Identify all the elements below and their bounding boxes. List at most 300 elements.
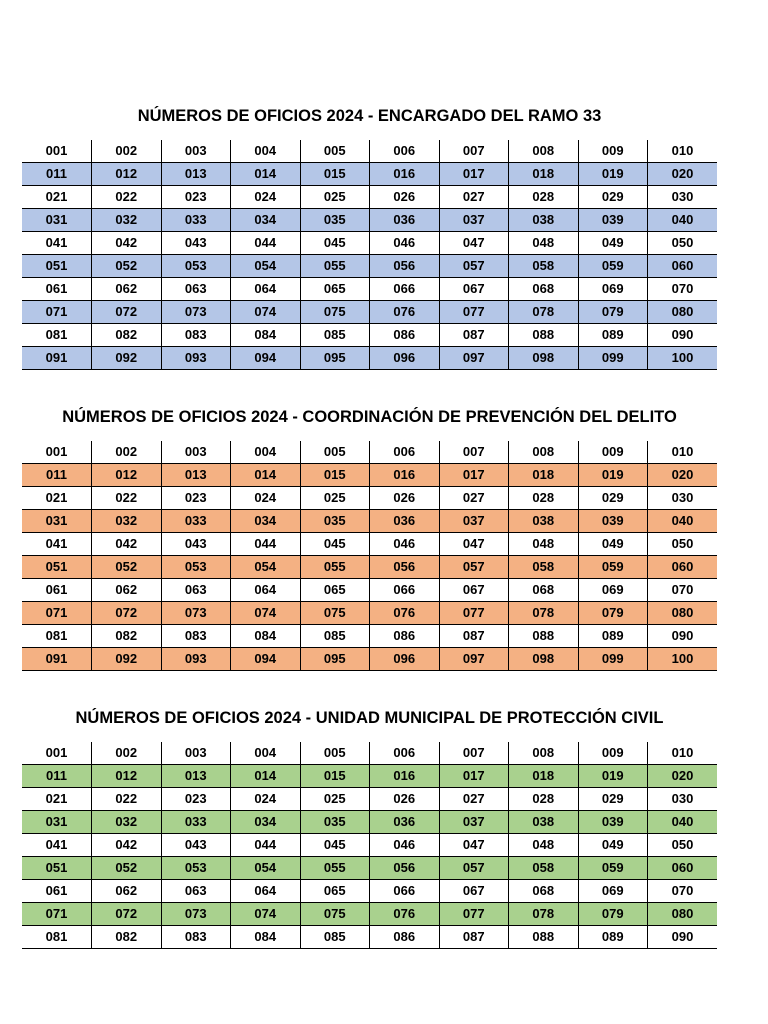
table-cell: 007: [439, 140, 509, 163]
table-cell: 031: [22, 510, 92, 533]
table-cell: 070: [648, 880, 718, 903]
table-cell: 072: [92, 602, 162, 625]
table-cell: 015: [300, 464, 370, 487]
table-cell: 082: [92, 324, 162, 347]
table-cell: 027: [439, 788, 509, 811]
table-cell: 086: [370, 926, 440, 949]
table-cell: 064: [231, 278, 301, 301]
table-cell: 022: [92, 487, 162, 510]
table-cell: 038: [509, 510, 579, 533]
table-cell: 067: [439, 278, 509, 301]
table-cell: 039: [578, 811, 648, 834]
table-cell: 039: [578, 510, 648, 533]
table-cell: 036: [370, 510, 440, 533]
table-cell: 100: [648, 347, 718, 370]
table-row: [22, 765, 717, 788]
numbers-table: [22, 441, 717, 671]
table-cell: 043: [161, 834, 231, 857]
table-row: [22, 903, 717, 926]
table-row: [22, 579, 717, 602]
table-cell: 067: [439, 579, 509, 602]
table-row: [22, 163, 717, 186]
table-cell: 009: [578, 441, 648, 464]
table-cell: 066: [370, 880, 440, 903]
table-cell: 001: [22, 742, 92, 765]
table-cell: 025: [300, 487, 370, 510]
table-cell: 051: [22, 556, 92, 579]
table-cell: 060: [648, 857, 718, 880]
table-cell: 082: [92, 926, 162, 949]
table-cell: 054: [231, 255, 301, 278]
table-cell: 045: [300, 834, 370, 857]
table-cell: 009: [578, 742, 648, 765]
table-cell: 057: [439, 556, 509, 579]
table-cell: 052: [92, 857, 162, 880]
numbers-table: [22, 140, 717, 370]
table-cell: 023: [161, 788, 231, 811]
table-cell: 073: [161, 602, 231, 625]
table-row: [22, 926, 717, 949]
section-title: NÚMEROS DE OFICIOS 2024 - COORDINACIÓN DE PREVENCIÓN DEL DELITO: [62, 408, 677, 426]
table-cell: 029: [578, 186, 648, 209]
table-cell: 092: [92, 648, 162, 671]
table-cell: 091: [22, 347, 92, 370]
table-cell: 038: [509, 811, 579, 834]
table-cell: 082: [92, 625, 162, 648]
table-cell: 080: [648, 301, 718, 324]
table-cell: 059: [578, 556, 648, 579]
table-cell: 047: [439, 232, 509, 255]
table-cell: 064: [231, 880, 301, 903]
table-cell: 028: [509, 788, 579, 811]
table-cell: 026: [370, 788, 440, 811]
table-cell: 020: [648, 464, 718, 487]
table-cell: 056: [370, 556, 440, 579]
table-cell: 084: [231, 926, 301, 949]
table-cell: 059: [578, 255, 648, 278]
table-cell: 071: [22, 903, 92, 926]
table-cell: 095: [300, 347, 370, 370]
table-cell: 076: [370, 903, 440, 926]
table-cell: 016: [370, 464, 440, 487]
table-cell: 013: [161, 464, 231, 487]
table-cell: 022: [92, 788, 162, 811]
table-cell: 005: [300, 140, 370, 163]
table-cell: 053: [161, 857, 231, 880]
table-cell: 010: [648, 140, 718, 163]
table-cell: 087: [439, 324, 509, 347]
table-cell: 083: [161, 926, 231, 949]
table-cell: 044: [231, 232, 301, 255]
table-row: [22, 625, 717, 648]
table-cell: 075: [300, 301, 370, 324]
table-cell: 031: [22, 811, 92, 834]
table-cell: 012: [92, 464, 162, 487]
table-cell: 049: [578, 232, 648, 255]
table-cell: 028: [509, 186, 579, 209]
table-cell: 026: [370, 186, 440, 209]
table-row: [22, 209, 717, 232]
table-cell: 027: [439, 487, 509, 510]
table-cell: 034: [231, 209, 301, 232]
table-cell: 090: [648, 324, 718, 347]
table-cell: 021: [22, 186, 92, 209]
table-cell: 062: [92, 579, 162, 602]
table-cell: 053: [161, 255, 231, 278]
table-cell: 026: [370, 487, 440, 510]
table-cell: 035: [300, 811, 370, 834]
table-cell: 086: [370, 625, 440, 648]
table-cell: 003: [161, 140, 231, 163]
table-row: [22, 788, 717, 811]
table-cell: 069: [578, 579, 648, 602]
table-cell: 013: [161, 765, 231, 788]
table-cell: 023: [161, 186, 231, 209]
table-cell: 084: [231, 324, 301, 347]
table-cell: 022: [92, 186, 162, 209]
table-cell: 063: [161, 579, 231, 602]
table-cell: 046: [370, 232, 440, 255]
table-cell: 068: [509, 880, 579, 903]
table-cell: 051: [22, 255, 92, 278]
table-cell: 096: [370, 347, 440, 370]
table-cell: 089: [578, 625, 648, 648]
table-cell: 085: [300, 625, 370, 648]
table-cell: 025: [300, 186, 370, 209]
table-cell: 058: [509, 556, 579, 579]
table-cell: 080: [648, 903, 718, 926]
table-cell: 036: [370, 811, 440, 834]
table-cell: 058: [509, 857, 579, 880]
table-cell: 039: [578, 209, 648, 232]
table-cell: 062: [92, 880, 162, 903]
table-cell: 034: [231, 811, 301, 834]
table-cell: 047: [439, 533, 509, 556]
table-cell: 048: [509, 533, 579, 556]
table-cell: 019: [578, 163, 648, 186]
table-cell: 095: [300, 648, 370, 671]
table-cell: 063: [161, 278, 231, 301]
table-cell: 097: [439, 347, 509, 370]
table-cell: 011: [22, 765, 92, 788]
table-cell: 040: [648, 811, 718, 834]
table-cell: 057: [439, 255, 509, 278]
table-cell: 052: [92, 556, 162, 579]
table-cell: 073: [161, 903, 231, 926]
table-cell: 081: [22, 926, 92, 949]
table-cell: 030: [648, 788, 718, 811]
table-cell: 070: [648, 278, 718, 301]
table-cell: 076: [370, 301, 440, 324]
table-row: [22, 347, 717, 370]
section-title: NÚMEROS DE OFICIOS 2024 - ENCARGADO DEL RAMO 33: [137, 107, 602, 125]
section-proteccion-civil: [22, 706, 717, 949]
table-cell: 028: [509, 487, 579, 510]
table-cell: 096: [370, 648, 440, 671]
table-cell: 052: [92, 255, 162, 278]
table-cell: 056: [370, 255, 440, 278]
table-cell: 008: [509, 441, 579, 464]
table-cell: 050: [648, 533, 718, 556]
table-cell: 012: [92, 765, 162, 788]
table-row: [22, 278, 717, 301]
table-cell: 027: [439, 186, 509, 209]
table-cell: 036: [370, 209, 440, 232]
table-cell: 081: [22, 324, 92, 347]
table-cell: 046: [370, 533, 440, 556]
table-cell: 067: [439, 880, 509, 903]
table-cell: 042: [92, 533, 162, 556]
table-cell: 055: [300, 857, 370, 880]
table-cell: 098: [509, 347, 579, 370]
table-cell: 061: [22, 579, 92, 602]
table-row: [22, 324, 717, 347]
table-cell: 042: [92, 232, 162, 255]
table-cell: 033: [161, 209, 231, 232]
table-cell: 072: [92, 301, 162, 324]
table-cell: 066: [370, 579, 440, 602]
table-cell: 035: [300, 510, 370, 533]
table-row: [22, 140, 717, 163]
table-cell: 098: [509, 648, 579, 671]
table-cell: 044: [231, 834, 301, 857]
table-cell: 063: [161, 880, 231, 903]
table-cell: 060: [648, 556, 718, 579]
table-cell: 033: [161, 811, 231, 834]
table-cell: 029: [578, 788, 648, 811]
table-row: [22, 186, 717, 209]
table-cell: 071: [22, 602, 92, 625]
table-cell: 015: [300, 765, 370, 788]
table-cell: 089: [578, 324, 648, 347]
table-cell: 021: [22, 788, 92, 811]
table-cell: 068: [509, 579, 579, 602]
table-cell: 079: [578, 301, 648, 324]
section-prevencion-delito: [22, 405, 717, 671]
table-cell: 060: [648, 255, 718, 278]
table-cell: 054: [231, 857, 301, 880]
table-cell: 020: [648, 163, 718, 186]
table-cell: 011: [22, 464, 92, 487]
table-cell: 008: [509, 742, 579, 765]
table-cell: 069: [578, 880, 648, 903]
table-cell: 081: [22, 625, 92, 648]
table-cell: 018: [509, 163, 579, 186]
table-cell: 008: [509, 140, 579, 163]
table-cell: 085: [300, 324, 370, 347]
table-cell: 037: [439, 811, 509, 834]
table-cell: 091: [22, 648, 92, 671]
table-cell: 077: [439, 602, 509, 625]
table-cell: 014: [231, 765, 301, 788]
table-cell: 024: [231, 487, 301, 510]
table-cell: 055: [300, 255, 370, 278]
table-row: [22, 880, 717, 903]
table-cell: 046: [370, 834, 440, 857]
table-cell: 004: [231, 742, 301, 765]
table-cell: 079: [578, 903, 648, 926]
table-cell: 049: [578, 533, 648, 556]
table-cell: 048: [509, 232, 579, 255]
table-cell: 088: [509, 926, 579, 949]
table-row: [22, 232, 717, 255]
table-row: [22, 487, 717, 510]
table-cell: 015: [300, 163, 370, 186]
table-cell: 066: [370, 278, 440, 301]
table-row: [22, 464, 717, 487]
table-cell: 029: [578, 487, 648, 510]
table-cell: 057: [439, 857, 509, 880]
table-cell: 037: [439, 510, 509, 533]
table-cell: 055: [300, 556, 370, 579]
table-cell: 017: [439, 765, 509, 788]
table-cell: 032: [92, 811, 162, 834]
table-cell: 010: [648, 441, 718, 464]
table-cell: 042: [92, 834, 162, 857]
table-cell: 041: [22, 834, 92, 857]
table-cell: 007: [439, 441, 509, 464]
table-cell: 097: [439, 648, 509, 671]
table-cell: 025: [300, 788, 370, 811]
table-cell: 001: [22, 140, 92, 163]
table-cell: 035: [300, 209, 370, 232]
table-cell: 043: [161, 533, 231, 556]
table-cell: 009: [578, 140, 648, 163]
table-row: [22, 602, 717, 625]
table-row: [22, 648, 717, 671]
table-cell: 012: [92, 163, 162, 186]
table-row: [22, 255, 717, 278]
table-cell: 003: [161, 742, 231, 765]
table-cell: 014: [231, 464, 301, 487]
table-cell: 002: [92, 140, 162, 163]
table-cell: 045: [300, 533, 370, 556]
table-cell: 074: [231, 301, 301, 324]
section-encargado-ramo-33: [22, 104, 717, 370]
table-cell: 085: [300, 926, 370, 949]
table-cell: 007: [439, 742, 509, 765]
table-cell: 017: [439, 163, 509, 186]
table-cell: 078: [509, 903, 579, 926]
table-row: [22, 556, 717, 579]
table-cell: 016: [370, 163, 440, 186]
table-cell: 083: [161, 625, 231, 648]
table-cell: 043: [161, 232, 231, 255]
table-cell: 086: [370, 324, 440, 347]
table-cell: 094: [231, 648, 301, 671]
table-cell: 051: [22, 857, 92, 880]
table-row: [22, 742, 717, 765]
table-cell: 065: [300, 278, 370, 301]
table-cell: 099: [578, 347, 648, 370]
table-cell: 050: [648, 834, 718, 857]
table-row: [22, 301, 717, 324]
table-cell: 093: [161, 347, 231, 370]
table-cell: 087: [439, 926, 509, 949]
section-title: NÚMEROS DE OFICIOS 2024 - UNIDAD MUNICIPAL DE PROTECCIÓN CIVIL: [75, 709, 664, 727]
table-cell: 032: [92, 209, 162, 232]
table-cell: 002: [92, 441, 162, 464]
table-cell: 053: [161, 556, 231, 579]
table-cell: 068: [509, 278, 579, 301]
table-row: [22, 533, 717, 556]
table-cell: 006: [370, 140, 440, 163]
table-cell: 031: [22, 209, 92, 232]
table-cell: 056: [370, 857, 440, 880]
table-cell: 078: [509, 301, 579, 324]
table-cell: 065: [300, 880, 370, 903]
table-cell: 024: [231, 788, 301, 811]
table-cell: 041: [22, 232, 92, 255]
table-cell: 088: [509, 324, 579, 347]
table-cell: 018: [509, 765, 579, 788]
table-row: [22, 510, 717, 533]
table-cell: 040: [648, 510, 718, 533]
table-cell: 059: [578, 857, 648, 880]
table-cell: 089: [578, 926, 648, 949]
table-cell: 024: [231, 186, 301, 209]
table-cell: 062: [92, 278, 162, 301]
table-row: [22, 811, 717, 834]
table-cell: 032: [92, 510, 162, 533]
table-cell: 075: [300, 602, 370, 625]
table-cell: 088: [509, 625, 579, 648]
table-cell: 014: [231, 163, 301, 186]
table-cell: 061: [22, 880, 92, 903]
table-cell: 076: [370, 602, 440, 625]
table-cell: 005: [300, 441, 370, 464]
table-cell: 070: [648, 579, 718, 602]
table-cell: 071: [22, 301, 92, 324]
table-cell: 016: [370, 765, 440, 788]
table-cell: 061: [22, 278, 92, 301]
table-cell: 090: [648, 625, 718, 648]
table-cell: 077: [439, 301, 509, 324]
table-cell: 044: [231, 533, 301, 556]
table-cell: 038: [509, 209, 579, 232]
numbers-table: [22, 742, 717, 949]
table-cell: 093: [161, 648, 231, 671]
table-row: [22, 857, 717, 880]
table-cell: 004: [231, 441, 301, 464]
table-cell: 073: [161, 301, 231, 324]
table-cell: 094: [231, 347, 301, 370]
table-cell: 099: [578, 648, 648, 671]
table-cell: 045: [300, 232, 370, 255]
table-cell: 058: [509, 255, 579, 278]
table-cell: 001: [22, 441, 92, 464]
table-cell: 011: [22, 163, 92, 186]
table-cell: 049: [578, 834, 648, 857]
table-cell: 010: [648, 742, 718, 765]
table-cell: 100: [648, 648, 718, 671]
table-cell: 047: [439, 834, 509, 857]
table-cell: 004: [231, 140, 301, 163]
table-cell: 023: [161, 487, 231, 510]
table-cell: 078: [509, 602, 579, 625]
table-cell: 020: [648, 765, 718, 788]
table-cell: 006: [370, 441, 440, 464]
table-cell: 083: [161, 324, 231, 347]
table-cell: 041: [22, 533, 92, 556]
table-cell: 048: [509, 834, 579, 857]
table-cell: 018: [509, 464, 579, 487]
table-cell: 074: [231, 602, 301, 625]
table-cell: 074: [231, 903, 301, 926]
table-cell: 050: [648, 232, 718, 255]
table-cell: 017: [439, 464, 509, 487]
table-cell: 072: [92, 903, 162, 926]
